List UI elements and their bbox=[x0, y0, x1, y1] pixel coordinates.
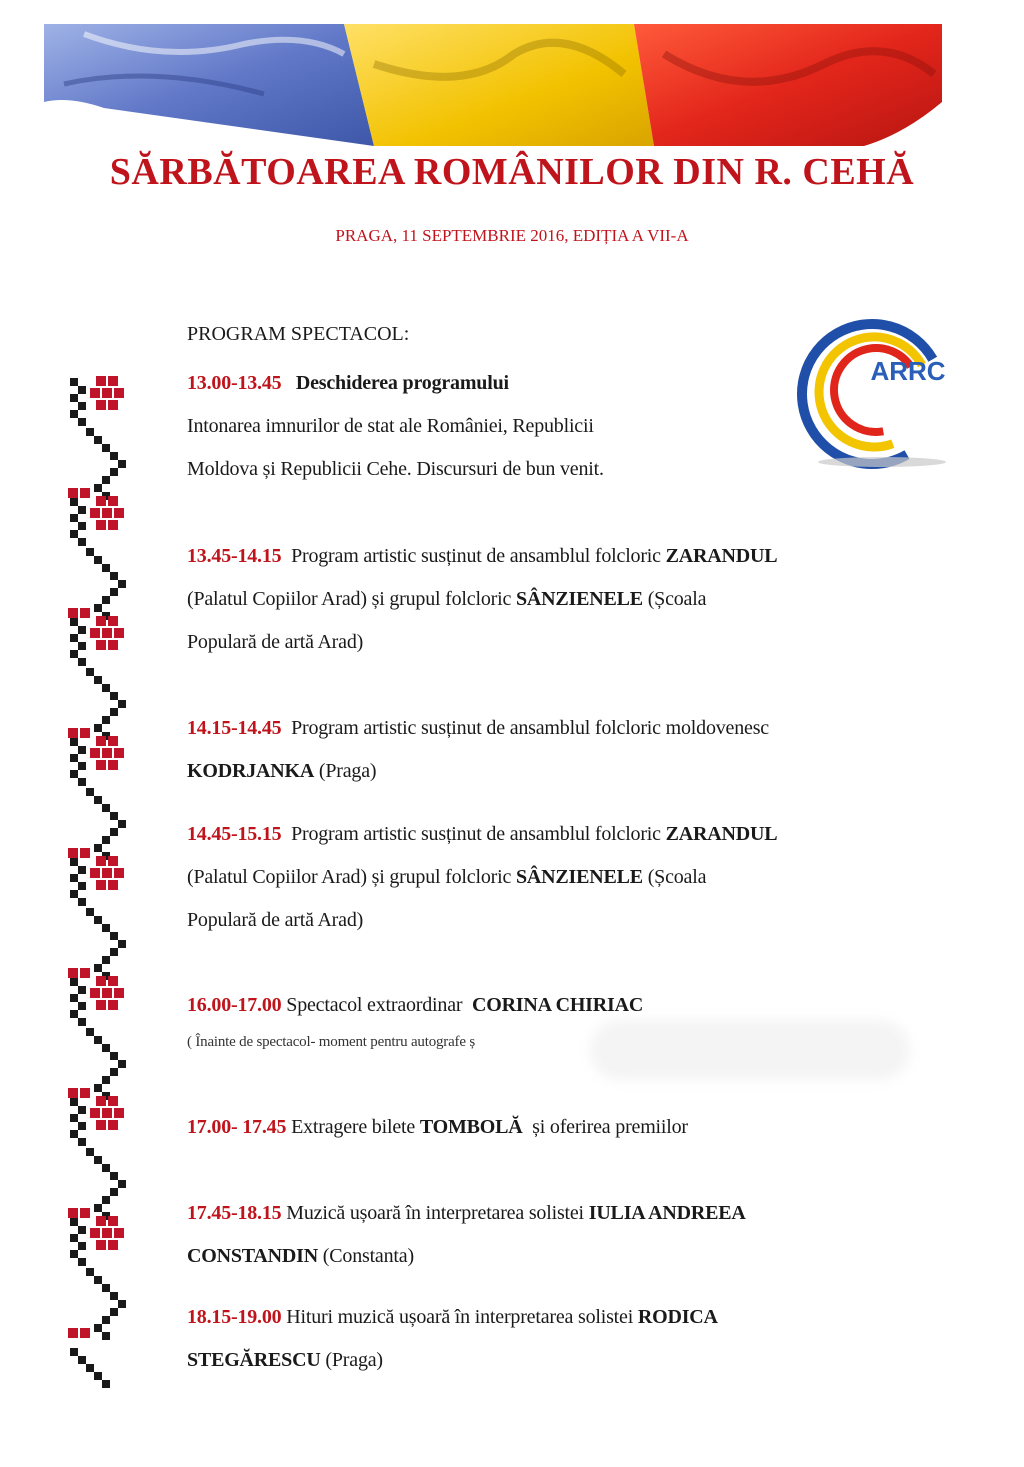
entry-time: 13.00-13.45 bbox=[187, 372, 282, 394]
entry-time: 18.15-19.00 bbox=[187, 1306, 282, 1328]
program-entry-8 bbox=[187, 1296, 947, 1382]
entry-time: 13.45-14.15 bbox=[187, 545, 282, 567]
arrc-logo-text: ARRC bbox=[870, 356, 946, 386]
entry-performer: KODRJANKA bbox=[187, 760, 315, 782]
program-entry-3 bbox=[187, 707, 947, 793]
entry-performer: STEGĂRESCU bbox=[187, 1349, 321, 1371]
entry-time: 14.15-14.45 bbox=[187, 717, 282, 739]
entry-performer: TOMBOLĂ bbox=[419, 1116, 523, 1138]
program-entry-6 bbox=[187, 1106, 947, 1149]
entry-text: Muzică ușoară în interpretarea solistei bbox=[286, 1202, 584, 1224]
entry-text: Program artistic susținut de ansamblul folcloric bbox=[291, 545, 661, 567]
program-entry-7 bbox=[187, 1192, 947, 1278]
entry-performer: SÂNZIENELE bbox=[515, 866, 643, 888]
entry-text: Spectacol extraordinar bbox=[286, 994, 463, 1016]
entry-text: (Praga) bbox=[325, 1349, 383, 1371]
entry-text: Intonarea imnurilor de stat ale României, Republicii bbox=[187, 415, 594, 437]
entry-performer: ZARANDUL bbox=[665, 545, 778, 567]
entry-text: (Palatul Copiilor Arad) și grupul folcloric bbox=[187, 588, 512, 610]
entry-performer: ZARANDUL bbox=[665, 823, 778, 845]
entry-text: Populară de artă Arad) bbox=[187, 909, 364, 931]
entry-text: Moldova și Republicii Cehe. Discursuri de bun venit. bbox=[187, 458, 604, 480]
entry-note: ( Înainte de spectacol- moment pentru autografe ș bbox=[187, 1034, 475, 1050]
page-title: SĂRBĂTOAREA ROMÂNILOR DIN R. CEHĂ bbox=[109, 151, 915, 193]
entry-time: 17.00- 17.45 bbox=[187, 1116, 287, 1138]
entry-text: Program artistic susținut de ansamblul folcloric moldovenesc bbox=[291, 717, 769, 739]
entry-performer: CORINA CHIRIAC bbox=[471, 994, 644, 1016]
entry-text: Extragere bilete bbox=[291, 1116, 416, 1138]
entry-performer: SÂNZIENELE bbox=[515, 588, 643, 610]
entry-text: și oferirea premiilor bbox=[532, 1116, 688, 1138]
program-entry-4 bbox=[187, 813, 947, 942]
entry-text: (Școala bbox=[647, 588, 707, 610]
program-entry-1 bbox=[187, 362, 947, 491]
romanian-flag-banner bbox=[44, 24, 942, 146]
entry-performer: IULIA ANDREEA bbox=[588, 1202, 746, 1224]
entry-text: (Praga) bbox=[318, 760, 377, 782]
program-heading: PROGRAM SPECTACOL: bbox=[187, 323, 410, 345]
entry-time: 17.45-18.15 bbox=[187, 1202, 282, 1224]
entry-performer: RODICA bbox=[637, 1306, 718, 1328]
entry-text: Populară de artă Arad) bbox=[187, 631, 364, 653]
entry-text: (Școala bbox=[647, 866, 707, 888]
program-entry-2 bbox=[187, 535, 947, 664]
entry-title: Deschiderea programului bbox=[295, 372, 509, 394]
entry-performer: CONSTANDIN bbox=[187, 1245, 318, 1267]
page-subtitle: PRAGA, 11 SEPTEMBRIE 2016, EDIȚIA A VII-A bbox=[335, 226, 689, 245]
entry-text: Program artistic susținut de ansamblul folcloric bbox=[291, 823, 661, 845]
entry-text: Hituri muzică ușoară în interpretarea solistei bbox=[286, 1306, 634, 1328]
entry-time: 14.45-15.15 bbox=[187, 823, 282, 845]
entry-text: (Constanta) bbox=[322, 1245, 414, 1267]
folk-embroidery-border bbox=[62, 368, 142, 1398]
program-entry-5 bbox=[187, 984, 947, 1057]
entry-time: 16.00-17.00 bbox=[187, 994, 282, 1016]
entry-text: (Palatul Copiilor Arad) și grupul folcloric bbox=[187, 866, 512, 888]
